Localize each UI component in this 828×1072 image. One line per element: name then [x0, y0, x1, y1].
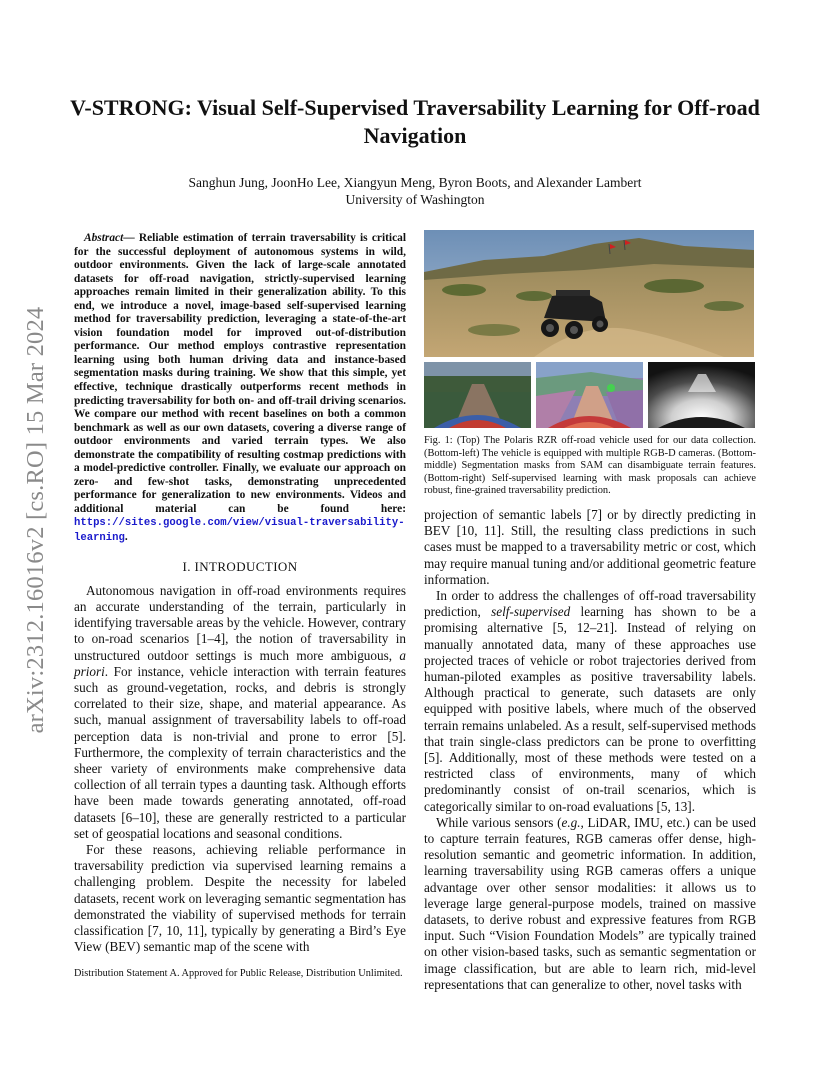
intro-p1-text-a: Autonomous navigation in off-road environments requires an accurate understanding of the terrain, particularly in identifying traversable areas by the vehicle. However, contrary to on-road scenarios [1–4], the notion of traversability in unstructured outdoor settings is much more ambiguous, — [74, 582, 406, 663]
paper-title: V-STRONG: Visual Self-Supervised Traversability Learning for Off-road Navigation — [70, 95, 760, 148]
right-p2-text-a: In order to address the challenges of off-road traversability prediction, — [424, 587, 756, 620]
right-column — [424, 230, 756, 993]
figure-camera-view — [424, 362, 531, 428]
arxiv-stamp-text: arXiv:2312.16016v2 [cs.RO] 15 Mar 2024 — [22, 306, 49, 734]
intro-paragraph-2: For these reasons, achieving reliable performance in traversability prediction via supervised learning remains a challenging problem. Despite the necessity for labeled datasets, recent work on leveraging semantic segmentation has demonstrated the viability of supervised methods for terrain classification [7, 10, 11], typically by generating a Bird’s Eye View (BEV) semantic map of the scene with — [74, 842, 406, 955]
left-column — [74, 232, 406, 955]
abstract-label: Abstract — [84, 232, 124, 244]
right-p2-text-b: learning has shown to be a promising alternative [5, 12–21]. Instead of relying on manually annotated data, many of these approaches use projected traces of vehicle or robot trajectories derived from human-piloted examples as positive traversability labels. Although practical to generate, such datasets are only equipped with positive labels, where much of the observed terrain remains unlabeled. As a result, self-supervised methods that train single-class predictors can be prone to overfitting [5]. Additionally, most of these methods were tested on a restricted class of environments, many of which predominantly consist of on-trail scenarios, which is categorically similar to on-road evaluations [5, 13]. — [424, 604, 757, 814]
camera-view-illustration — [424, 362, 531, 428]
author-list: Sanghun Jung, JoonHo Lee, Xiangyun Meng, Byron Boots, and Alexander Lambert — [188, 175, 642, 190]
figure-traversability-prediction — [648, 362, 755, 428]
vehicle-photo-illustration — [424, 230, 754, 357]
right-p3-text-a: While various sensors ( — [436, 814, 562, 830]
right-paragraph-3 — [424, 815, 756, 993]
right-paragraph-2 — [424, 588, 756, 815]
abstract-text: Reliable estimation of terrain traversability is critical for the successful deployment of autonomous systems in wild, outdoor environments. Given the lack of large-scale annotated datasets for off-road navigation, strictly-supervised learning approaches remain limited in their generalization ability. To this end, we introduce a novel, image-based self-supervised learning method for traversability prediction, leveraging a state-of-the-art vision foundation model for improved out-of-distribution performance. Our method employs contrastive representation learning using both human driving data and instance-based segmentation masks during training. We show that this simple, yet effective, technique drastically outperforms recent methods in predicting traversability for both on- and off-trail driving scenarios. We compare our method with recent baselines on both a common benchmark as well as our own datasets, covering a diverse range of outdoor environments and varied terrain types. We also demonstrate the compatibility of resulting costmap predictions with a model-predictive controller. Finally, we evaluate our approach on zero- and few-shot tasks, demonstrating unprecedented performance for generalization to new environments. Videos and additional material can be found here: — [74, 232, 406, 515]
intro-paragraph-1 — [74, 583, 406, 842]
footnote: Distribution Statement A. Approved for Public Release, Distribution Unlimited. — [74, 968, 403, 979]
abstract-dash: — — [123, 232, 135, 244]
project-url-link[interactable]: https://sites.google.com/view/visual-traversability-learning — [74, 517, 405, 545]
affiliation: University of Washington — [345, 192, 485, 207]
abstract-end: . — [124, 531, 128, 544]
figure-vehicle-photo — [424, 230, 754, 357]
right-p2-italic: self-supervised — [491, 604, 571, 620]
right-p3-text-b: LiDAR, IMU, etc.) can be used to capture terrain features, RGB cameras offer dense, high-resolution semantic and geometric information. In addition, learning traversability using RGB cameras offers a unique advantage over other sensor modalities: it allows us to leverage large general-purpose models, trained on massive datasets, to derive robust and expressive features from RGB input. Such “Vision Foundation Models” are typically trained on other vision-based tasks, such as semantic segmentation or image classification, but are able to learn rich, mid-level representations that can generalize to other, novel tasks with — [424, 814, 756, 992]
abstract — [74, 232, 406, 546]
arxiv-stamp — [14, 283, 58, 757]
figure-bottom-row — [424, 362, 755, 428]
segmentation-illustration — [536, 362, 643, 428]
figure-caption: Fig. 1: (Top) The Polaris RZR off-road vehicle used for our data collection. (Bottom-left) The vehicle is equipped with multiple RGB-D cameras. (Bottom-middle) Segmentation masks from SAM can disambiguate terrain features. (Bottom-right) Self-supervised learning with mask proposals can achieve robust, fine-grained traversability prediction. — [424, 435, 756, 497]
right-paragraph-1: projection of semantic labels [7] or by directly predicting in BEV [10, 11]. Still, the resulting class predictions in such cases must be mapped to a traversability metric or cost, which may require manual tuning and/or additional geometric feature information. — [424, 506, 756, 587]
author-block — [70, 174, 760, 208]
right-body-text — [424, 507, 756, 993]
section-heading: I. INTRODUCTION — [182, 558, 298, 574]
right-p3-italic: e.g., — [561, 814, 584, 830]
intro-p1-text-b: . For instance, vehicle interaction with terrain features such as ground-vegetation, rocks, and debris is strongly correlated to their size, shape, and material appearance. As such, manual assignment of traversability labels to off-road perception data is non-trivial and prone to error [5]. Furthermore, the complexity of terrain characteristics and the sheer variety of environments make comprehensive data collection of all terrain types a daunting task. Although efforts have been made towards generating annotated, off-road datasets [6–10], these are generally restricted to a particular set of geospatial locations and seasonal conditions. — [74, 663, 406, 841]
figure-segmentation-masks — [536, 362, 643, 428]
traversability-illustration — [648, 362, 755, 428]
intro-p1-italic: a priori — [74, 647, 406, 679]
